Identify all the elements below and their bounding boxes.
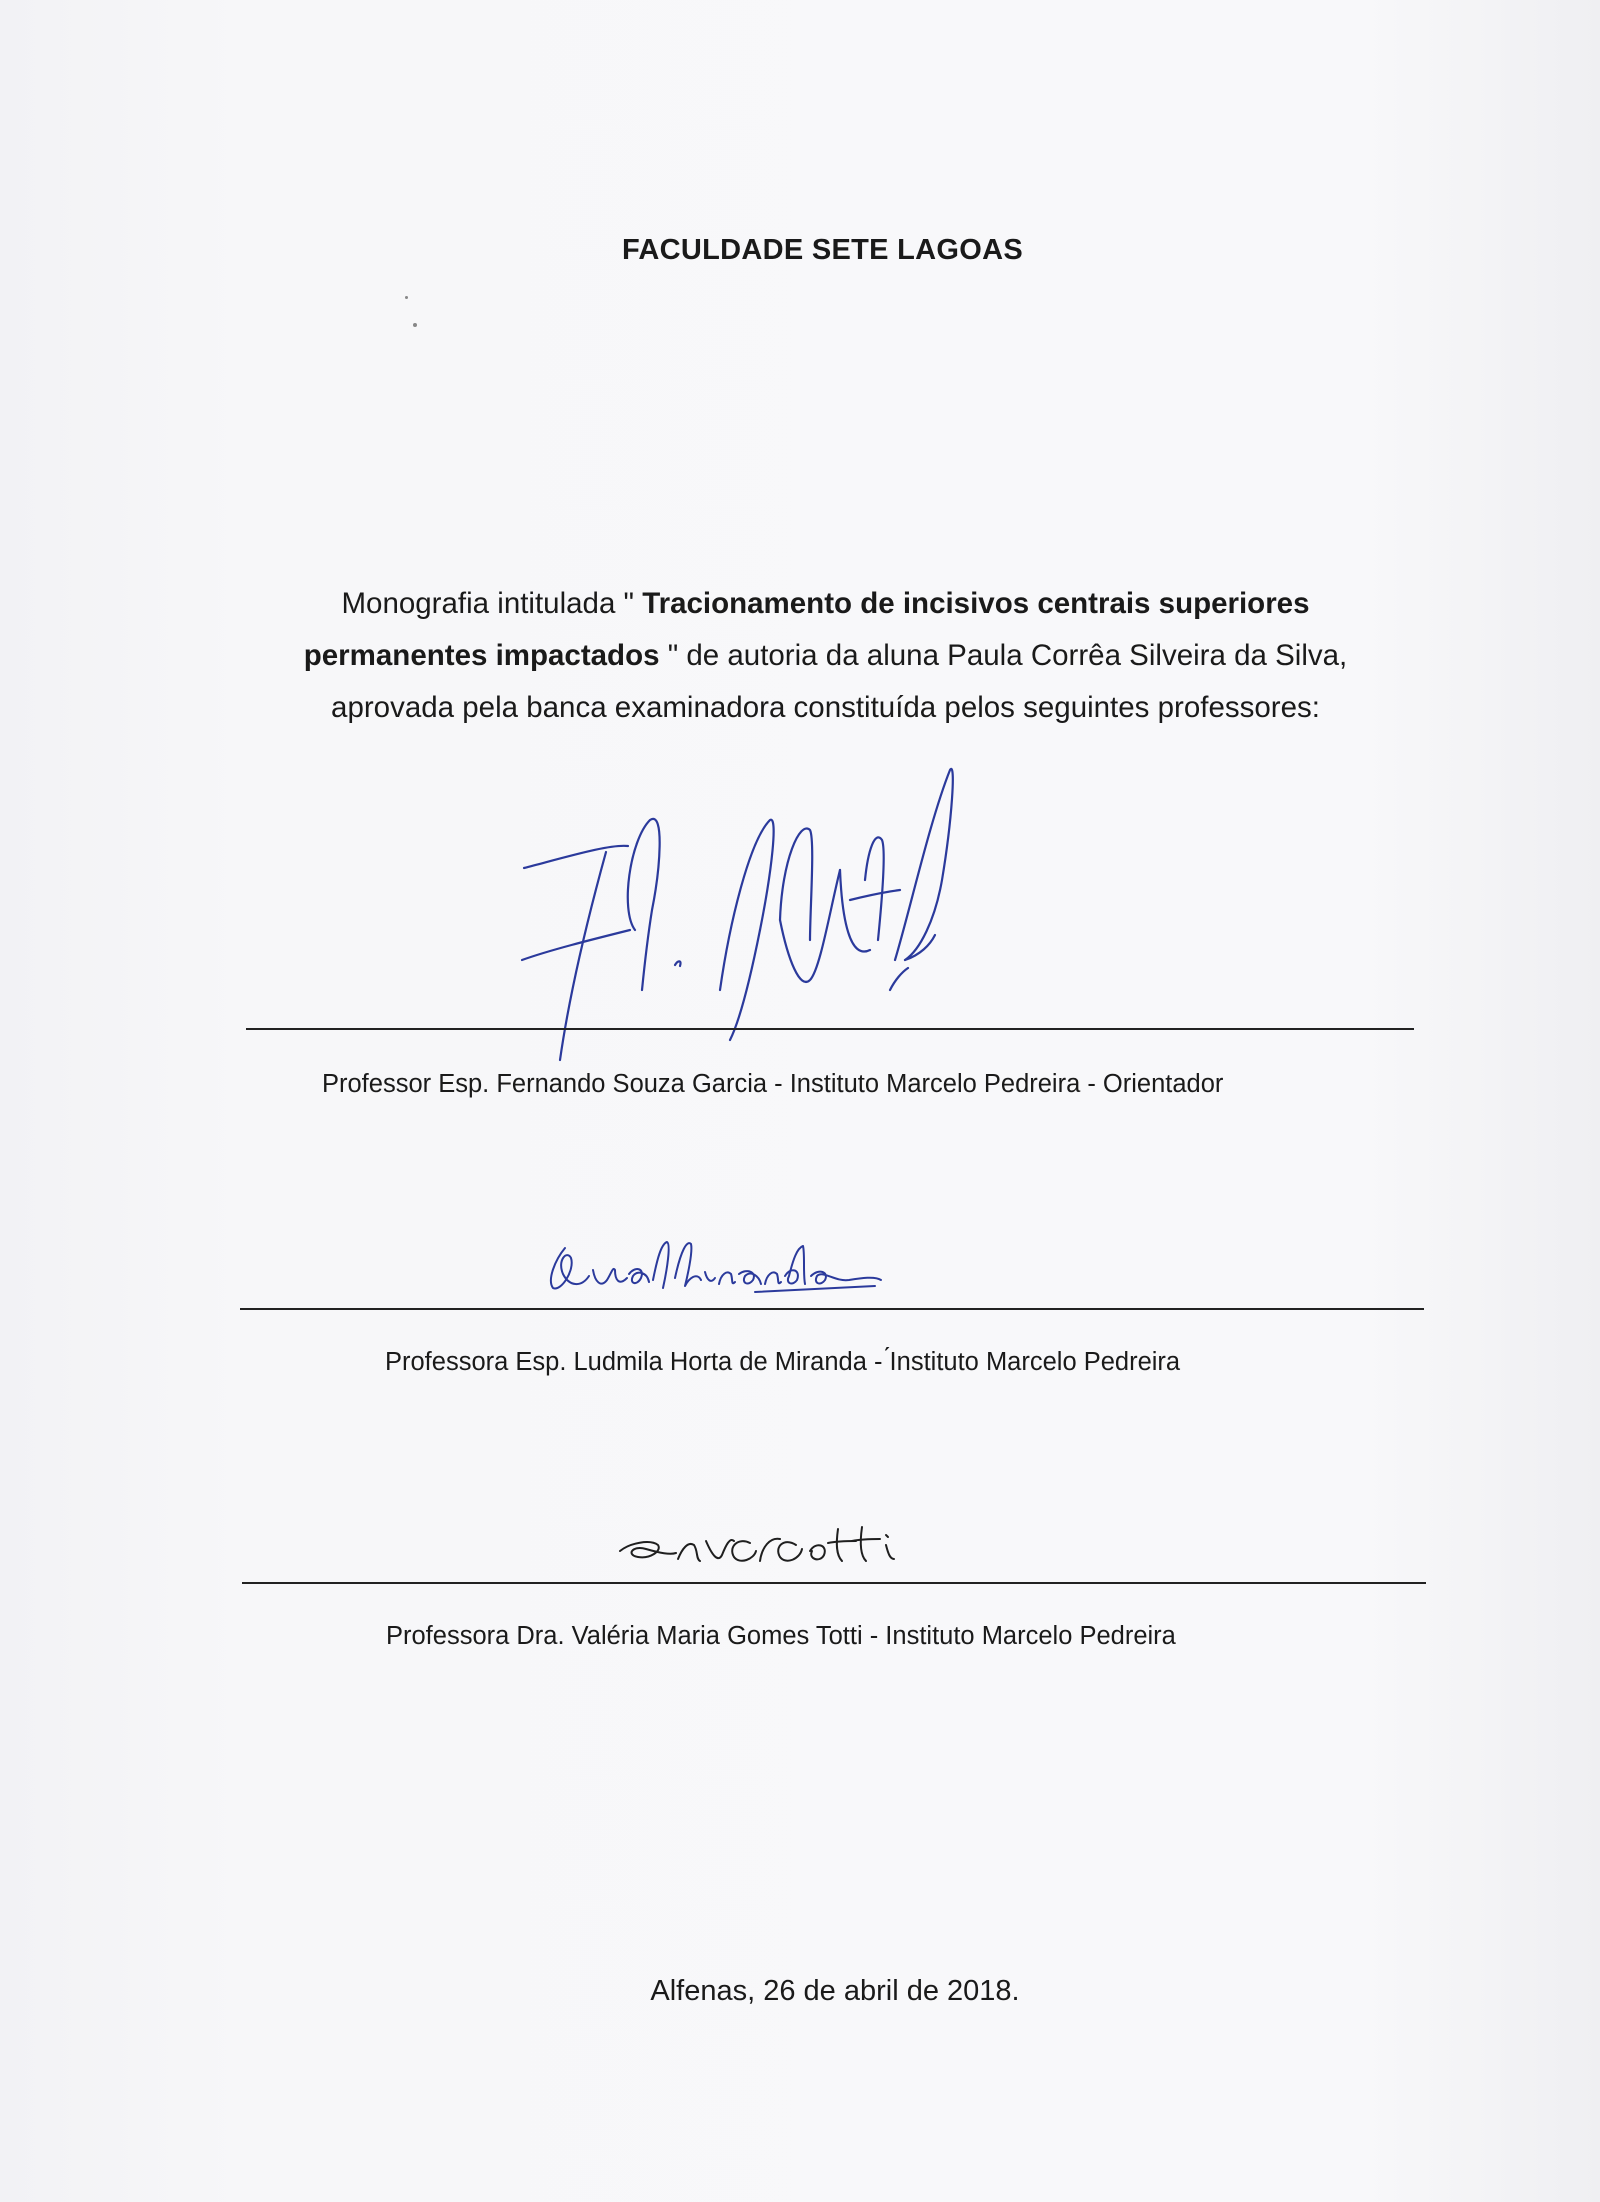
signature-line-2 xyxy=(240,1308,1424,1310)
signature-3-handwritten xyxy=(610,1515,970,1585)
monograph-title: Tracionamento de incisivos centrais superiores permanentes impactados xyxy=(303,587,1310,672)
signature-2-handwritten xyxy=(535,1230,935,1310)
signature-line-1 xyxy=(246,1028,1414,1030)
approval-suffix: " de autoria da aluna Paula Corrêa Silveira da Silva, aprovada pela banca examinadora constituída pelos seguintes professores: xyxy=(331,639,1348,724)
signature-1-handwritten xyxy=(510,760,970,1070)
signature-line-3 xyxy=(242,1582,1426,1584)
examiner-2-caption: Professora Esp. Ludmila Horta de Miranda - ́Instituto Marcelo Pedreira xyxy=(385,1348,1181,1376)
place-and-date: Alfenas, 26 de abril de 2018. xyxy=(650,1975,1020,2007)
scan-speck xyxy=(405,296,408,299)
approval-prefix: Monografia intitulada " xyxy=(341,587,643,620)
examiner-3-caption: Professora Dra. Valéria Maria Gomes Totti - Instituto Marcelo Pedreira xyxy=(386,1622,1176,1650)
institution-heading: FACULDADE SETE LAGOAS xyxy=(621,234,1024,266)
approval-statement xyxy=(268,578,1383,734)
scan-speck xyxy=(413,323,417,327)
examiner-1-caption: Professor Esp. Fernando Souza Garcia - Instituto Marcelo Pedreira - Orientador xyxy=(322,1070,1224,1098)
